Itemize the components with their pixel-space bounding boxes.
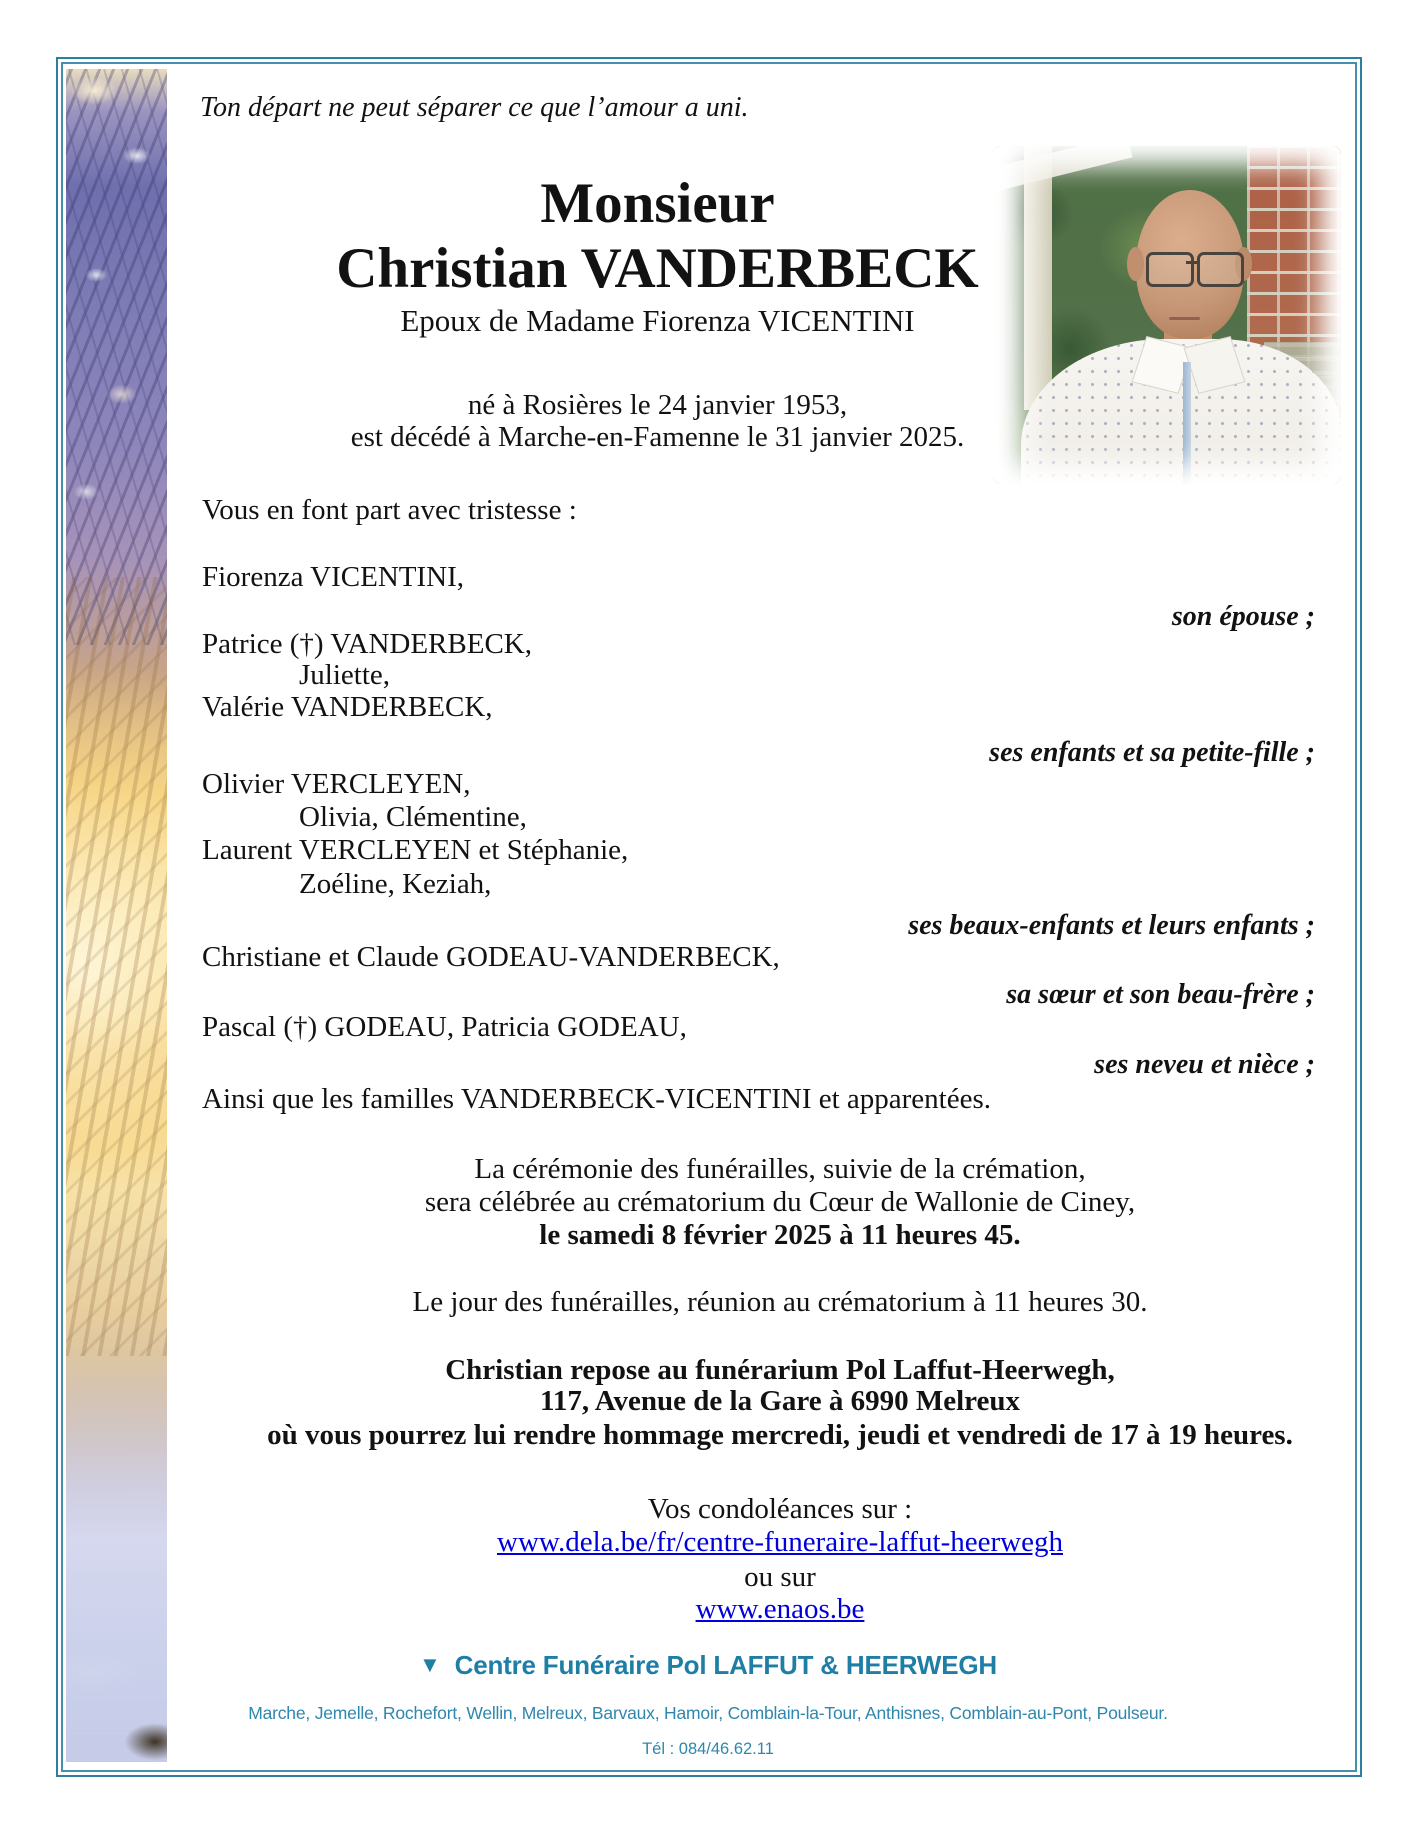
- title-honorific: Monsieur: [540, 172, 775, 235]
- spouse-subtitle: Epoux de Madame Fiorenza VICENTINI: [400, 303, 915, 338]
- family-line: Fiorenza VICENTINI,: [202, 561, 465, 593]
- ceremony-line-1: La cérémonie des funérailles, suivie de la crémation,: [474, 1153, 1086, 1185]
- opening-quote: Ton départ ne peut séparer ce que l’amour a uni.: [200, 92, 749, 123]
- dela-link[interactable]: www.dela.be/fr/centre-funeraire-laffut-heerwegh: [497, 1526, 1063, 1558]
- triangle-down-icon: ▼: [419, 1652, 441, 1677]
- condolences-intro: Vos condoléances sur :: [647, 1493, 913, 1525]
- relation-label: son épouse ;: [1171, 601, 1315, 632]
- repose-line-3: où vous pourrez lui rendre hommage mercredi, jeudi et vendredi de 17 à 19 heures.: [267, 1419, 1293, 1451]
- winter-scene-image: [66, 69, 167, 1762]
- relation-label: ses beaux-enfants et leurs enfants ;: [908, 910, 1315, 941]
- family-line: Zoéline, Keziah,: [299, 868, 492, 900]
- family-line: Olivier VERCLEYEN,: [202, 768, 471, 800]
- family-line: Ainsi que les familles VANDERBECK-VICENTINI et apparentées.: [202, 1083, 992, 1115]
- family-line: Pascal (†) GODEAU, Patricia GODEAU,: [202, 1011, 687, 1043]
- relation-label: sa sœur et son beau-frère ;: [1006, 979, 1315, 1010]
- relation-label: ses enfants et sa petite-fille ;: [989, 737, 1315, 768]
- family-line: Valérie VANDERBECK,: [202, 691, 493, 723]
- announcement-line: Vous en font part avec tristesse :: [202, 494, 577, 526]
- death-line: est décédé à Marche-en-Famenne le 31 janvier 2025.: [350, 421, 965, 453]
- family-line: Juliette,: [299, 659, 391, 691]
- deceased-name: Christian VANDERBECK: [336, 237, 979, 300]
- condolences-between: ou sur: [744, 1561, 816, 1593]
- family-line: Laurent VERCLEYEN et Stéphanie,: [202, 834, 629, 866]
- repose-line-1: Christian repose au funérarium Pol Laffut-Heerwegh,: [445, 1354, 1115, 1386]
- funeral-home-locations: Marche, Jemelle, Rochefort, Wellin, Melreux, Barvaux, Hamoir, Comblain-la-Tour, Anthisnes, Comblain-au-Pont, Poulseur.: [248, 1703, 1168, 1723]
- funeral-home-phone: Tél : 084/46.62.11: [642, 1740, 774, 1758]
- family-line: Patrice (†) VANDERBECK,: [202, 628, 532, 660]
- funeral-home-name: Centre Funéraire Pol LAFFUT & HEERWEGH: [454, 1650, 997, 1680]
- condolences-link-row: [200, 1526, 1360, 1559]
- ceremony-line-2: sera célébrée au crématorium du Cœur de Wallonie de Ciney,: [424, 1186, 1136, 1218]
- branch-silhouettes: [66, 577, 167, 1356]
- birth-line: né à Rosières le 24 janvier 1953,: [467, 389, 848, 421]
- repose-line-2: 117, Avenue de la Gare à 6990 Melreux: [539, 1385, 1021, 1417]
- family-line: Christiane et Claude GODEAU-VANDERBECK,: [202, 941, 780, 973]
- enaos-link[interactable]: www.enaos.be: [695, 1593, 865, 1625]
- meeting-line: Le jour des funérailles, réunion au crématorium à 11 heures 30.: [412, 1286, 1148, 1318]
- funeral-home-name-row: [0, 1650, 1416, 1681]
- family-line: Olivia, Clémentine,: [299, 801, 527, 833]
- relation-label: ses neveu et nièce ;: [1094, 1049, 1315, 1080]
- ceremony-date-line: le samedi 8 février 2025 à 11 heures 45.: [539, 1219, 1021, 1251]
- sky-highlights: [66, 69, 167, 611]
- body-column: [200, 0, 1360, 1833]
- enaos-link-row: [200, 1593, 1360, 1626]
